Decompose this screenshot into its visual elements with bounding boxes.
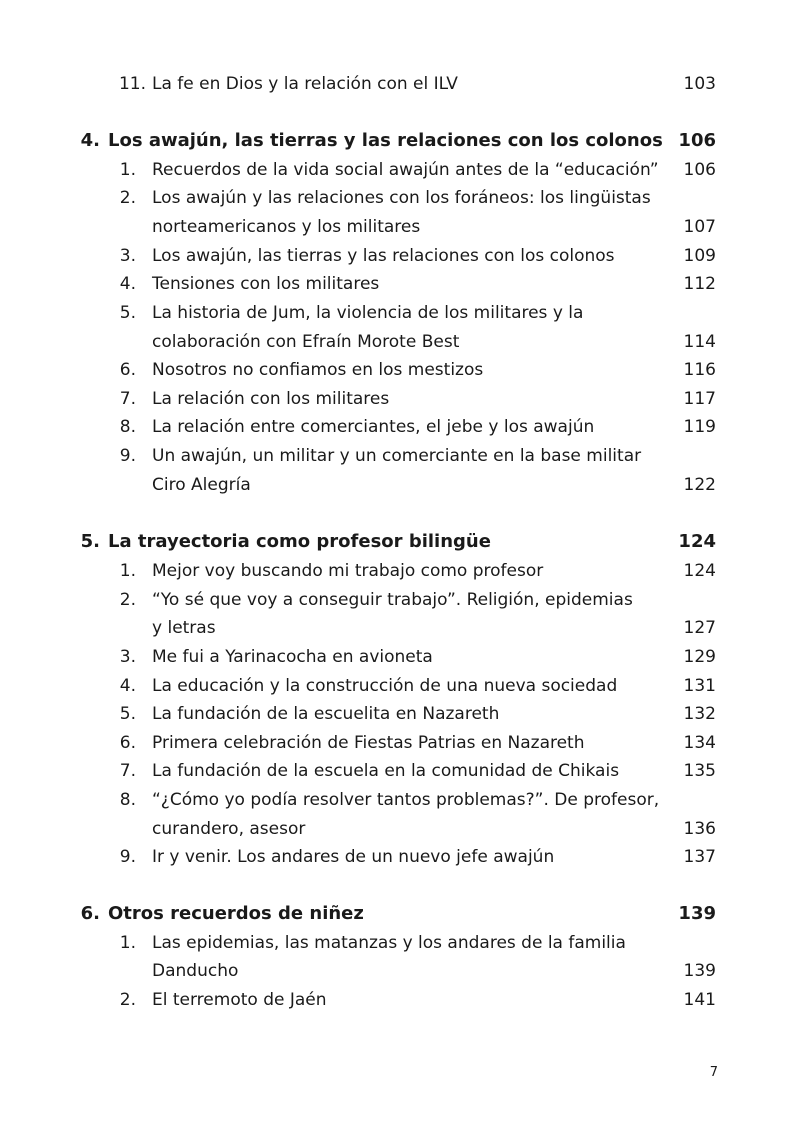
- chapter-title: La trayectoria como profesor bilingüe: [108, 531, 491, 552]
- toc-item: [0, 184, 800, 212]
- item-number: 2.: [119, 590, 136, 610]
- toc-item-continuation: [0, 614, 800, 642]
- item-title: “Yo sé que voy a conseguir trabajo”. Religión, epidemias: [152, 590, 633, 610]
- page-number: 7: [709, 1065, 718, 1080]
- item-number: 8.: [119, 790, 136, 810]
- item-page: 122: [683, 475, 716, 495]
- item-page: 119: [683, 417, 716, 437]
- item-number: 3.: [119, 246, 136, 266]
- item-number: 9.: [119, 446, 136, 466]
- toc-item: [0, 442, 800, 470]
- item-number: 9.: [119, 847, 136, 867]
- toc-item: [0, 843, 800, 871]
- item-number: 11.: [118, 74, 146, 94]
- item-title: La relación entre comerciantes, el jebe y los awajún: [152, 417, 595, 437]
- toc-item: [0, 385, 800, 413]
- toc-item: [0, 270, 800, 298]
- item-title-line2: Ciro Alegría: [152, 475, 251, 495]
- item-number: 2.: [119, 188, 136, 208]
- item-title: Recuerdos de la vida social awajún antes de la “educación”: [152, 160, 659, 180]
- item-number: 6.: [119, 733, 136, 753]
- item-title-line2: norteamericanos y los militares: [152, 217, 421, 237]
- toc-item: [0, 356, 800, 384]
- item-number: 8.: [119, 417, 136, 437]
- item-number: 4.: [119, 676, 136, 696]
- item-page: 135: [683, 761, 716, 781]
- chapter-number: 6.: [80, 903, 100, 924]
- item-number: 1.: [119, 160, 136, 180]
- toc-item: [0, 242, 800, 270]
- item-number: 7.: [119, 389, 136, 409]
- item-number: 7.: [119, 761, 136, 781]
- item-title: Los awajún, las tierras y las relaciones con los colonos: [152, 246, 615, 266]
- item-page: 137: [683, 847, 716, 867]
- item-page: 107: [683, 217, 716, 237]
- toc-item: [0, 786, 800, 814]
- item-page: 112: [683, 274, 716, 294]
- item-page: 134: [683, 733, 716, 753]
- item-page: 106: [683, 160, 716, 180]
- item-page: 103: [683, 74, 716, 94]
- toc-item: [0, 700, 800, 728]
- item-title: Ir y venir. Los andares de un nuevo jefe awajún: [152, 847, 555, 867]
- item-title: La historia de Jum, la violencia de los militares y la: [152, 303, 584, 323]
- item-title: Primera celebración de Fiestas Patrias en Nazareth: [152, 733, 585, 753]
- item-number: 4.: [119, 274, 136, 294]
- chapter-title: Los awajún, las tierras y las relaciones con los colonos: [108, 130, 663, 151]
- item-title-line2: colaboración con Efraín Morote Best: [152, 332, 460, 352]
- item-page: 127: [683, 618, 716, 638]
- item-title-line2: y letras: [152, 618, 216, 638]
- item-title: El terremoto de Jaén: [152, 990, 327, 1010]
- toc-item: [0, 757, 800, 785]
- item-title: La educación y la construcción de una nueva sociedad: [152, 676, 618, 696]
- item-title-line2: curandero, asesor: [152, 819, 306, 839]
- item-title: Mejor voy buscando mi trabajo como profesor: [152, 561, 544, 581]
- item-page: 124: [683, 561, 716, 581]
- toc-item: [0, 929, 800, 957]
- item-number: 3.: [119, 647, 136, 667]
- chapter-page: 124: [678, 531, 716, 552]
- item-title-line2: Danducho: [152, 961, 239, 981]
- item-title: La fundación de la escuela en la comunidad de Chikais: [152, 761, 620, 781]
- toc-item-continuation: [0, 471, 800, 499]
- item-page: 141: [683, 990, 716, 1010]
- item-page: 131: [683, 676, 716, 696]
- item-number: 1.: [119, 561, 136, 581]
- item-title: Los awajún y las relaciones con los foráneos: los lingüistas: [152, 188, 651, 208]
- item-title: Las epidemias, las matanzas y los andares de la familia: [152, 933, 626, 953]
- toc-item: [0, 557, 800, 585]
- item-number: 6.: [119, 360, 136, 380]
- chapter-number: 4.: [80, 130, 100, 151]
- item-number: 5.: [119, 704, 136, 724]
- chapter-heading: [0, 528, 800, 556]
- toc-item: [0, 70, 800, 98]
- chapter-heading: [0, 127, 800, 155]
- chapter-page: 139: [678, 903, 716, 924]
- item-title: La fundación de la escuelita en Nazareth: [152, 704, 500, 724]
- chapter-heading: [0, 900, 800, 928]
- item-title: “¿Cómo yo podía resolver tantos problemas?”. De profesor,: [152, 790, 660, 810]
- toc-item: [0, 672, 800, 700]
- toc-item-continuation: [0, 213, 800, 241]
- toc-item: [0, 986, 800, 1014]
- chapter-title: Otros recuerdos de niñez: [108, 903, 364, 924]
- item-number: 1.: [119, 933, 136, 953]
- toc-item: [0, 299, 800, 327]
- toc-item-continuation: [0, 328, 800, 356]
- item-page: 117: [683, 389, 716, 409]
- item-number: 2.: [119, 990, 136, 1010]
- toc-item: [0, 643, 800, 671]
- item-page: 116: [683, 360, 716, 380]
- toc-item: [0, 586, 800, 614]
- toc-item-continuation: [0, 815, 800, 843]
- item-title: Un awajún, un militar y un comerciante en la base militar: [152, 446, 642, 466]
- item-page: 139: [683, 961, 716, 981]
- toc-item: [0, 729, 800, 757]
- toc-item: [0, 156, 800, 184]
- item-title: La relación con los militares: [152, 389, 390, 409]
- item-page: 136: [683, 819, 716, 839]
- item-title: La fe en Dios y la relación con el ILV: [152, 74, 458, 94]
- item-page: 132: [683, 704, 716, 724]
- item-title: Tensiones con los militares: [152, 274, 380, 294]
- toc-item-continuation: [0, 957, 800, 985]
- item-title: Me fui a Yarinacocha en avioneta: [152, 647, 433, 667]
- item-number: 5.: [119, 303, 136, 323]
- toc-item: [0, 413, 800, 441]
- item-title: Nosotros no confiamos en los mestizos: [152, 360, 484, 380]
- chapter-page: 106: [678, 130, 716, 151]
- item-page: 109: [683, 246, 716, 266]
- item-page: 114: [683, 332, 716, 352]
- item-page: 129: [683, 647, 716, 667]
- chapter-number: 5.: [80, 531, 100, 552]
